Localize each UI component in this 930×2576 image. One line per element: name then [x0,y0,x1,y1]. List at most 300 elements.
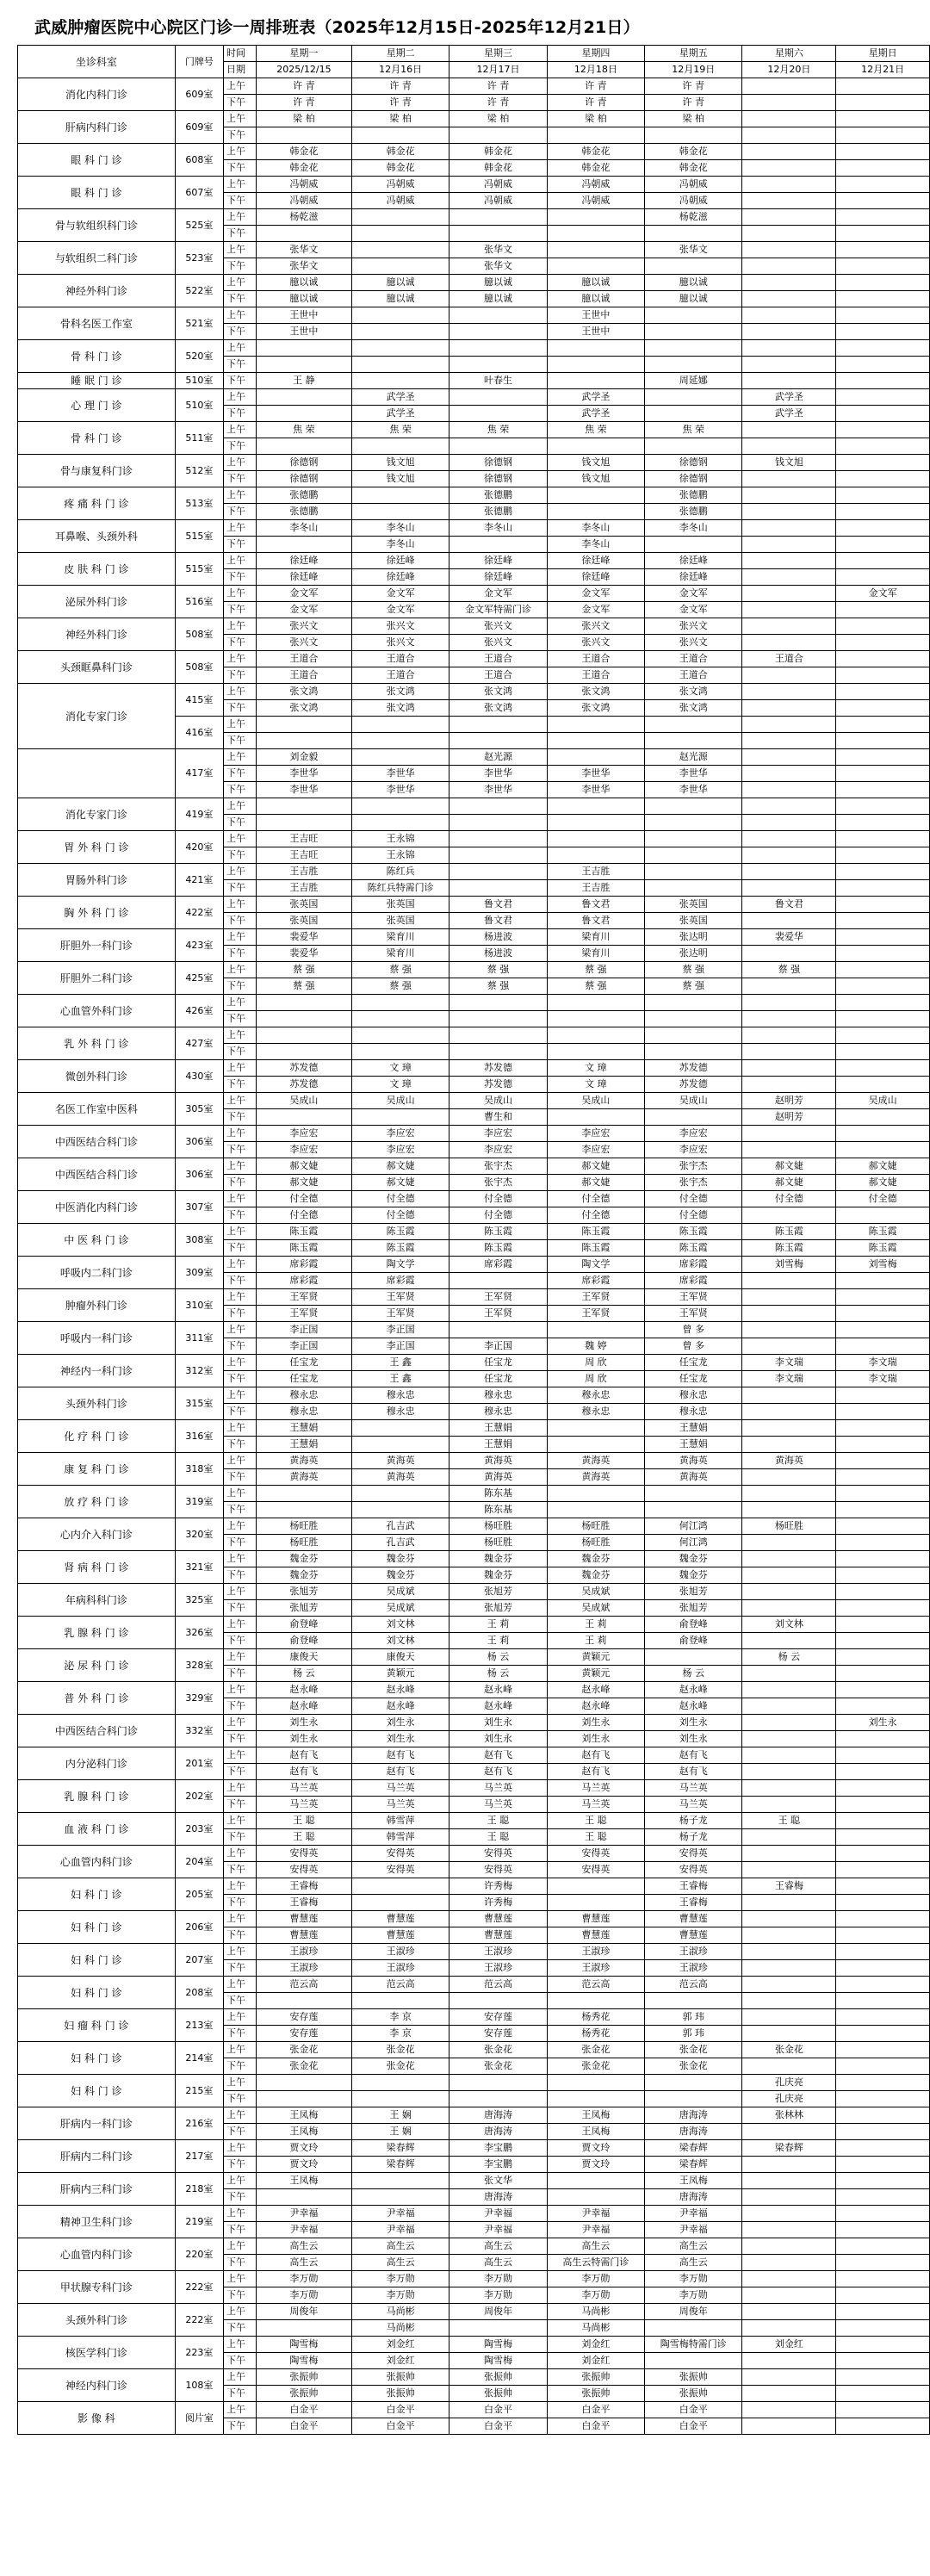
doctor-cell: 郝文婕 [836,1175,930,1191]
session-cell: 下午 [223,504,256,520]
doctor-cell: 徐廷峰 [547,553,644,569]
dept-cell: 消化专家门诊 [18,684,176,749]
doctor-cell: 周 欣 [547,1355,644,1371]
doctor-cell [547,127,644,144]
session-cell: 下午 [223,602,256,618]
doctor-cell [742,111,836,127]
doctor-cell [742,1338,836,1355]
doctor-cell: 徐廷峰 [450,553,547,569]
session-cell: 下午 [223,2189,256,2206]
schedule-row [18,1387,930,1404]
doctor-cell: 付全德 [351,1207,449,1224]
doctor-cell: 张兴文 [450,635,547,651]
doctor-cell [256,1993,351,2009]
doctor-cell [836,275,930,291]
doctor-cell: 李文瑞 [742,1355,836,1371]
session-cell: 上午 [223,1715,256,1731]
doctor-cell: 安存莲 [256,2009,351,2026]
doctor-cell: 尹幸福 [450,2222,547,2238]
schedule-row [18,242,930,258]
session-cell: 上午 [223,1780,256,1797]
doctor-cell: 李冬山 [645,520,742,537]
doctor-cell [351,1027,449,1044]
doctor-cell: 马兰英 [547,1797,644,1813]
doctor-cell [836,1731,930,1747]
doctor-cell [450,1011,547,1027]
doctor-cell: 焦 荣 [450,422,547,438]
session-cell: 上午 [223,1387,256,1404]
doctor-cell: 蔡 强 [351,962,449,978]
doctor-cell: 郝文婕 [836,1158,930,1175]
doctor-cell [836,537,930,553]
doctor-cell [742,1060,836,1077]
doctor-cell [742,798,836,815]
doctor-cell: 张文鸿 [351,684,449,700]
doctor-cell [645,2091,742,2107]
doctor-cell: 张文鸿 [645,684,742,700]
dept-cell: 心血管外科门诊 [18,995,176,1027]
doctor-cell: 席彩霞 [645,1257,742,1273]
doctor-cell [742,1927,836,1944]
doctor-cell: 任宝龙 [645,1355,742,1371]
dept-cell: 内分泌科门诊 [18,1747,176,1780]
doctor-cell: 陈玉霞 [645,1224,742,1240]
dept-cell: 中西医结合科门诊 [18,1126,176,1158]
doctor-cell: 王永锦 [351,831,449,847]
doctor-cell: 曹慧莲 [645,1927,742,1944]
doctor-cell [256,815,351,831]
doctor-cell: 张旭芳 [450,1600,547,1617]
doctor-cell: 唐海涛 [645,2107,742,2124]
session-cell: 上午 [223,1191,256,1207]
dept-cell: 妇 瘤 科 门 诊 [18,2009,176,2042]
doctor-cell [256,226,351,242]
session-cell: 下午 [223,324,256,340]
doctor-cell: 郝文婕 [351,1158,449,1175]
doctor-cell: 苏发德 [645,1077,742,1093]
doctor-cell: 席彩霞 [645,1273,742,1289]
session-cell: 下午 [223,1502,256,1518]
doctor-cell: 赵永峰 [547,1682,644,1698]
doctor-cell: 王道合 [547,651,644,667]
doctor-cell: 郝文婕 [351,1175,449,1191]
doctor-cell: 刘生永 [645,1715,742,1731]
schedule-row [18,1715,930,1731]
session-cell: 下午 [223,1306,256,1322]
room-cell: 423室 [175,929,223,962]
doctor-cell [351,487,449,504]
doctor-cell: 王军贤 [256,1289,351,1306]
doctor-cell: 赵有飞 [256,1747,351,1764]
doctor-cell: 安得英 [645,1846,742,1862]
doctor-cell: 刘金红 [742,2337,836,2353]
doctor-cell [742,537,836,553]
doctor-cell [547,1027,644,1044]
doctor-cell: 张华文 [645,242,742,258]
doctor-cell [836,2124,930,2140]
session-cell: 上午 [223,2304,256,2320]
doctor-cell [742,1780,836,1797]
session-cell: 上午 [223,1322,256,1338]
doctor-cell: 王 聪 [256,1813,351,1829]
doctor-cell: 俞登峰 [256,1633,351,1649]
room-cell: 329室 [175,1682,223,1715]
doctor-cell [547,226,644,242]
room-cell: 213室 [175,2009,223,2042]
doctor-cell [742,177,836,193]
doctor-cell: 安得英 [450,1846,547,1862]
doctor-cell: 王道合 [742,651,836,667]
schedule-row [18,1420,930,1437]
doctor-cell [645,537,742,553]
doctor-cell: 付全德 [450,1191,547,1207]
dept-cell: 神经内科门诊 [18,2369,176,2402]
doctor-cell: 尹幸福 [547,2222,644,2238]
dept-cell: 中西医结合科门诊 [18,1715,176,1747]
doctor-cell [645,438,742,455]
doctor-cell [742,2271,836,2287]
session-cell: 下午 [223,2091,256,2107]
doctor-cell: 周俊年 [645,2304,742,2320]
doctor-cell: 李万勋 [645,2271,742,2287]
doctor-cell: 李正国 [256,1338,351,1355]
doctor-cell [742,209,836,226]
session-cell: 上午 [223,78,256,95]
doctor-cell: 穆永忠 [547,1387,644,1404]
doctor-cell [645,1044,742,1060]
doctor-cell: 王 娴 [351,2124,449,2140]
doctor-cell: 李世华 [645,766,742,782]
doctor-cell: 韩金花 [450,144,547,160]
doctor-cell [742,1486,836,1502]
session-cell: 上午 [223,995,256,1011]
schedule-row [18,144,930,160]
doctor-cell: 曹慧莲 [547,1911,644,1927]
room-cell: 316室 [175,1420,223,1453]
doctor-cell: 冯朝威 [645,193,742,209]
doctor-cell: 付全德 [256,1191,351,1207]
doctor-cell [836,226,930,242]
session-cell: 上午 [223,864,256,880]
room-cell: 220室 [175,2238,223,2271]
dept-cell: 微创外科门诊 [18,1060,176,1093]
doctor-cell: 臆以诚 [547,275,644,291]
doctor-cell [836,357,930,373]
doctor-cell: 俞登峰 [645,1617,742,1633]
doctor-cell [836,1518,930,1535]
doctor-cell [836,2026,930,2042]
doctor-cell [742,324,836,340]
doctor-cell: 吴成山 [547,1093,644,1109]
doctor-cell: 张德鹏 [450,487,547,504]
doctor-cell [256,389,351,406]
doctor-cell [547,1322,644,1338]
dept-cell: 妇 科 门 诊 [18,1878,176,1911]
schedule-row [18,553,930,569]
dept-cell [18,749,176,798]
doctor-cell: 李冬山 [547,520,644,537]
session-cell: 下午 [223,1567,256,1584]
doctor-cell: 王睿梅 [256,1878,351,1895]
doctor-cell: 张华文 [450,242,547,258]
session-cell: 下午 [223,438,256,455]
schedule-row [18,1747,930,1764]
doctor-cell: 徐廷峰 [351,553,449,569]
doctor-cell [742,2369,836,2386]
doctor-cell: 黄颖元 [547,1649,644,1666]
doctor-cell: 焦 荣 [547,422,644,438]
doctor-cell: 黄海英 [645,1469,742,1486]
doctor-cell [742,1469,836,1486]
dept-cell: 肝病内二科门诊 [18,2140,176,2173]
schedule-row [18,1158,930,1175]
header-date-cell: 12月20日 [742,62,836,78]
schedule-row [18,1126,930,1142]
doctor-cell [742,995,836,1011]
doctor-cell: 白金平 [256,2418,351,2435]
doctor-cell [742,226,836,242]
doctor-cell: 唐海涛 [645,2124,742,2140]
doctor-cell [742,749,836,766]
session-cell: 下午 [223,667,256,684]
doctor-cell [836,749,930,766]
doctor-cell: 张英国 [256,913,351,929]
doctor-cell: 梁育川 [547,929,644,946]
doctor-cell: 安存莲 [450,2026,547,2042]
doctor-cell: 陶雪梅特需门诊 [645,2337,742,2353]
dept-cell: 核医学科门诊 [18,2337,176,2369]
doctor-cell: 武学圣 [547,406,644,422]
doctor-cell: 王世中 [547,324,644,340]
doctor-cell: 许秀梅 [450,1895,547,1911]
session-cell: 下午 [223,127,256,144]
doctor-cell [351,373,449,389]
doctor-cell [836,1600,930,1617]
session-cell: 下午 [223,537,256,553]
doctor-cell: 韩金花 [351,160,449,177]
doctor-cell [351,1437,449,1453]
doctor-cell: 张振帅 [645,2386,742,2402]
session-cell: 上午 [223,749,256,766]
doctor-cell: 曾 多 [645,1338,742,1355]
doctor-cell [836,1469,930,1486]
doctor-cell [547,438,644,455]
schedule-row [18,1846,930,1862]
schedule-row [18,373,930,389]
room-cell: 525室 [175,209,223,242]
doctor-cell [547,2189,644,2206]
doctor-cell [742,684,836,700]
doctor-cell: 黄海英 [351,1453,449,1469]
doctor-cell [836,1027,930,1044]
doctor-cell [450,2320,547,2337]
doctor-cell [450,733,547,749]
schedule-row [18,651,930,667]
doctor-cell [836,1322,930,1338]
doctor-cell: 赵光源 [645,749,742,766]
doctor-cell: 李万勋 [256,2271,351,2287]
doctor-cell [836,1109,930,1126]
doctor-cell [351,242,449,258]
session-cell: 下午 [223,373,256,389]
doctor-cell: 张达明 [645,929,742,946]
doctor-cell: 徐廷峰 [645,553,742,569]
room-cell: 309室 [175,1257,223,1289]
doctor-cell: 穆永忠 [450,1387,547,1404]
doctor-cell [742,946,836,962]
room-cell: 222室 [175,2304,223,2337]
doctor-cell: 唐海涛 [450,2124,547,2140]
doctor-cell [836,2140,930,2157]
doctor-cell: 武学圣 [547,389,644,406]
doctor-cell: 杨乾滋 [256,209,351,226]
doctor-cell: 王凤梅 [256,2107,351,2124]
doctor-cell: 陈玉霞 [256,1224,351,1240]
schedule-row [18,831,930,847]
session-cell: 上午 [223,1911,256,1927]
doctor-cell: 张宇杰 [645,1158,742,1175]
session-cell: 下午 [223,1175,256,1191]
doctor-cell [547,242,644,258]
doctor-cell: 李冬山 [256,520,351,537]
doctor-cell [836,2189,930,2206]
doctor-cell [742,1633,836,1649]
doctor-cell: 尹幸福 [450,2206,547,2222]
session-cell: 上午 [223,586,256,602]
doctor-cell [836,438,930,455]
doctor-cell: 白金平 [351,2402,449,2418]
doctor-cell: 杨秀花 [547,2026,644,2042]
doctor-cell: 王慧娟 [645,1437,742,1453]
doctor-cell: 李世华 [351,766,449,782]
session-cell: 下午 [223,1993,256,2009]
doctor-cell [742,422,836,438]
room-cell: 520室 [175,340,223,373]
doctor-cell [742,667,836,684]
doctor-cell: 王道合 [450,651,547,667]
doctor-cell: 张兴文 [256,618,351,635]
doctor-cell [836,1993,930,2009]
doctor-cell: 席彩霞 [351,1273,449,1289]
doctor-cell [836,946,930,962]
doctor-cell [742,307,836,324]
doctor-cell: 韩金花 [256,144,351,160]
session-cell: 上午 [223,389,256,406]
doctor-cell: 冯朝威 [547,177,644,193]
session-cell: 上午 [223,684,256,700]
doctor-cell [742,1322,836,1338]
schedule-row [18,1551,930,1567]
room-cell: 516室 [175,586,223,618]
doctor-cell: 张林林 [742,2107,836,2124]
doctor-cell: 张金花 [645,2042,742,2058]
doctor-cell: 焦 荣 [256,422,351,438]
doctor-cell: 王吉旺 [256,847,351,864]
dept-cell: 康 复 科 门 诊 [18,1453,176,1486]
doctor-cell [836,1077,930,1093]
doctor-cell [645,127,742,144]
doctor-cell: 赵有飞 [547,1747,644,1764]
doctor-cell [645,2320,742,2337]
doctor-cell: 臆以诚 [256,291,351,307]
doctor-cell: 王淑珍 [351,1960,449,1977]
doctor-cell: 钱文旭 [547,455,644,471]
doctor-cell: 张振帅 [351,2369,449,2386]
doctor-cell: 白金平 [256,2402,351,2418]
doctor-cell: 杨 云 [742,1649,836,1666]
doctor-cell: 王军贤 [645,1306,742,1322]
doctor-cell [836,1617,930,1633]
doctor-cell: 陶文学 [351,1257,449,1273]
doctor-cell: 韩金花 [256,160,351,177]
schedule-row [18,2369,930,2386]
session-cell: 上午 [223,1944,256,1960]
doctor-cell: 韩金花 [351,144,449,160]
room-cell: 320室 [175,1518,223,1551]
header-day: 星期五 [645,46,742,62]
header-date-cell: 2025/12/15 [256,62,351,78]
doctor-cell [742,258,836,275]
doctor-cell: 杨进波 [450,929,547,946]
doctor-cell: 李 京 [351,2009,449,2026]
room-cell: 515室 [175,520,223,553]
schedule-row [18,2042,930,2058]
doctor-cell: 陈东基 [450,1486,547,1502]
doctor-cell [450,2075,547,2091]
session-cell: 上午 [223,340,256,357]
doctor-cell [836,1404,930,1420]
doctor-cell [836,2353,930,2369]
doctor-cell [742,1077,836,1093]
doctor-cell: 赵明芳 [742,1109,836,1126]
doctor-cell: 王 莉 [450,1617,547,1633]
doctor-cell: 武学圣 [351,389,449,406]
doctor-cell: 杨乾滋 [645,209,742,226]
doctor-cell: 王凤梅 [547,2107,644,2124]
doctor-cell: 许 青 [351,95,449,111]
dept-cell: 疼 痛 科 门 诊 [18,487,176,520]
doctor-cell: 冯朝威 [450,177,547,193]
doctor-cell [256,1109,351,1126]
doctor-cell [645,831,742,847]
doctor-cell: 苏发德 [256,1060,351,1077]
doctor-cell: 王军贤 [256,1306,351,1322]
session-cell: 下午 [223,291,256,307]
doctor-cell [836,1044,930,1060]
doctor-cell [836,324,930,340]
doctor-cell [742,586,836,602]
doctor-cell: 马兰英 [351,1780,449,1797]
session-cell: 下午 [223,258,256,275]
doctor-cell: 王世中 [256,324,351,340]
doctor-cell [256,995,351,1011]
doctor-cell [645,717,742,733]
doctor-cell: 陶雪梅 [256,2337,351,2353]
doctor-cell: 李世华 [351,782,449,798]
doctor-cell: 张振帅 [645,2369,742,2386]
doctor-cell: 武学圣 [742,406,836,422]
doctor-cell: 许 青 [256,95,351,111]
doctor-cell: 贾文玲 [256,2140,351,2157]
session-cell: 下午 [223,1044,256,1060]
schedule-row [18,1191,930,1207]
doctor-cell [836,1878,930,1895]
dept-cell: 耳鼻喉、头颈外科 [18,520,176,553]
doctor-cell [836,1567,930,1584]
doctor-cell: 李文瑞 [742,1371,836,1387]
dept-cell: 肝胆外一科门诊 [18,929,176,962]
doctor-cell: 焦 荣 [645,422,742,438]
